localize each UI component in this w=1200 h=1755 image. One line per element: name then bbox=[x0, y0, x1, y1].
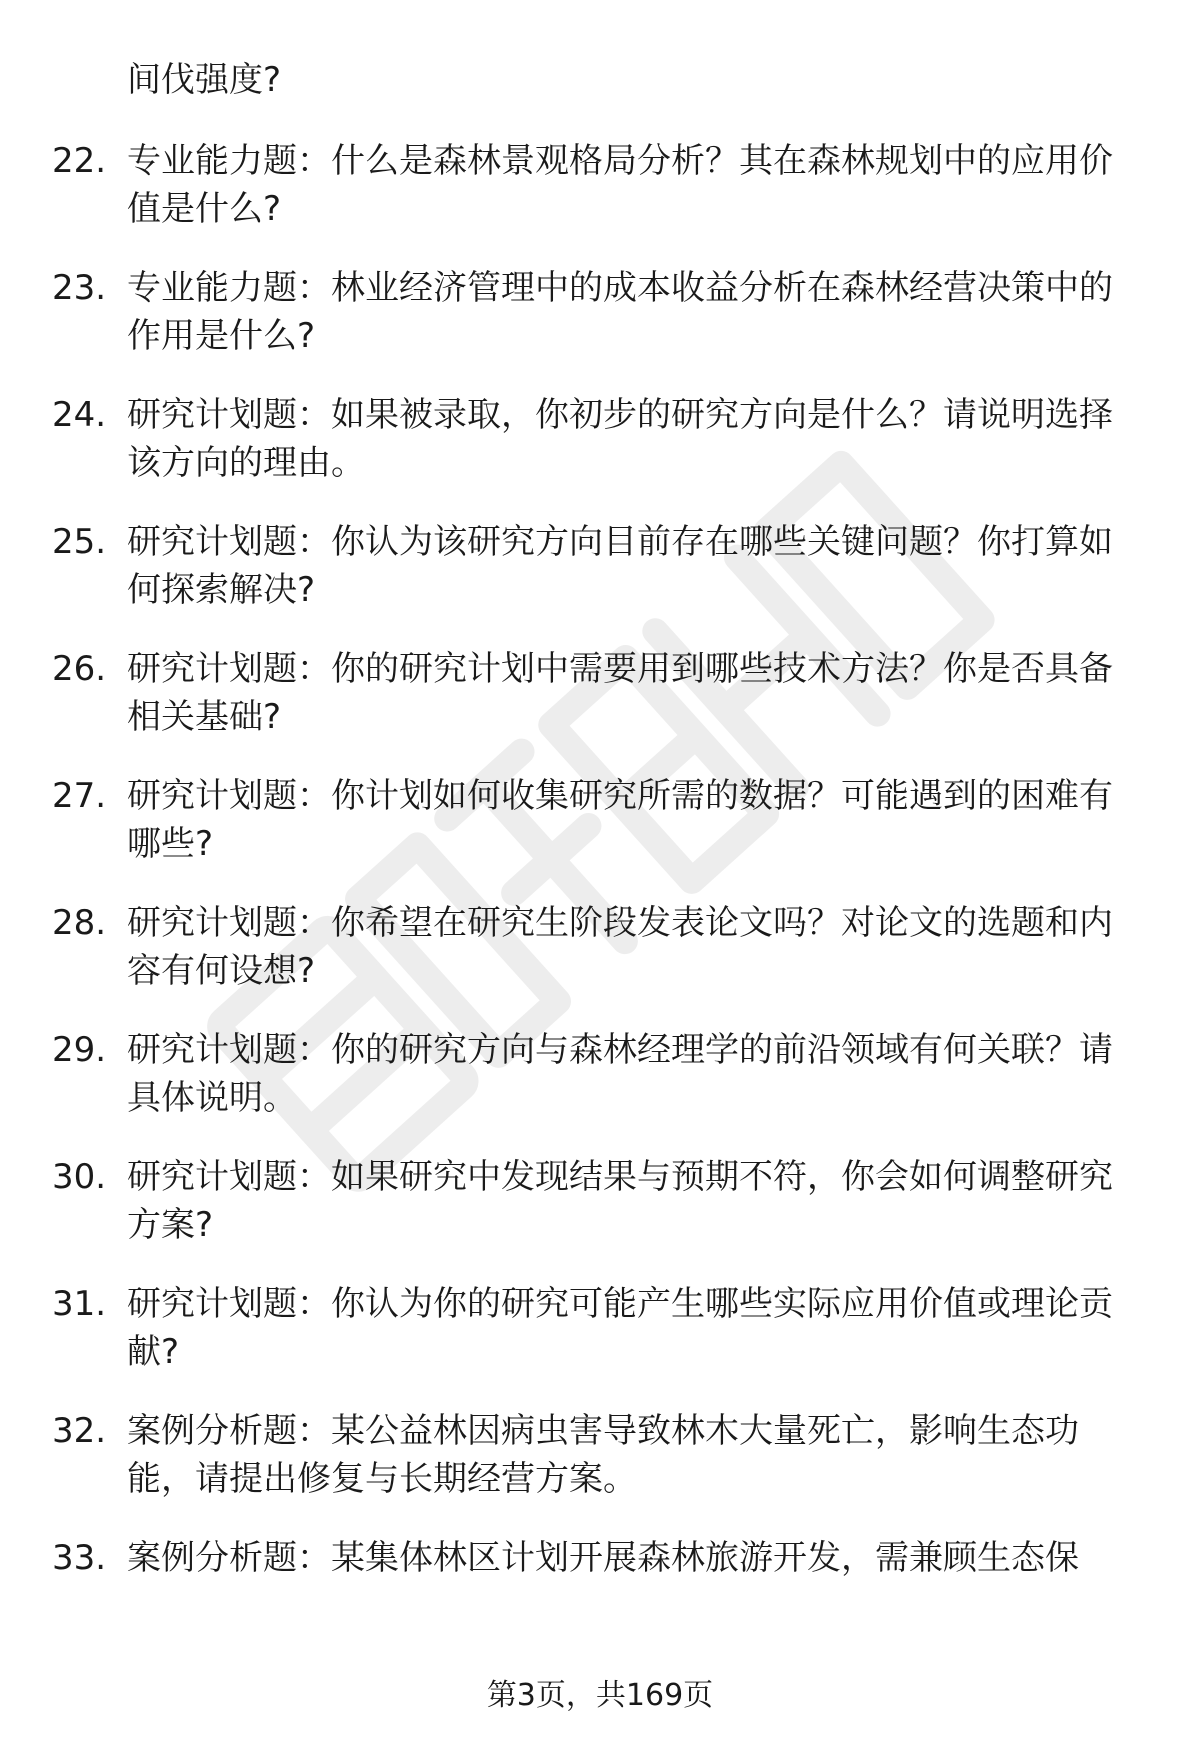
question-number: 31. bbox=[52, 1284, 107, 1324]
question-item bbox=[0, 899, 1200, 995]
question-list bbox=[0, 137, 1200, 1661]
question-item bbox=[0, 391, 1200, 487]
question-item bbox=[0, 1280, 1200, 1376]
question-text: 研究计划题：你计划如何收集研究所需的数据？可能遇到的困难有哪些? bbox=[127, 776, 1113, 864]
question-number: 28. bbox=[52, 903, 107, 943]
question-number: 26. bbox=[52, 649, 107, 689]
question-number: 30. bbox=[52, 1157, 107, 1197]
continuation-text: 间伐强度? bbox=[127, 60, 282, 100]
question-text: 专业能力题：林业经济管理中的成本收益分析在森林经营决策中的作用是什么? bbox=[127, 268, 1113, 356]
question-text: 研究计划题：你认为你的研究可能产生哪些实际应用价值或理论贡献? bbox=[127, 1284, 1113, 1372]
question-item bbox=[0, 1407, 1200, 1503]
question-text: 研究计划题：你认为该研究方向目前存在哪些关键问题？你打算如何探索解决? bbox=[127, 522, 1113, 610]
question-item bbox=[0, 137, 1200, 233]
question-item bbox=[0, 1534, 1200, 1630]
question-text: 研究计划题：你的研究计划中需要用到哪些技术方法？你是否具备相关基础? bbox=[127, 649, 1113, 737]
question-item bbox=[0, 1153, 1200, 1249]
question-number: 24. bbox=[52, 395, 107, 435]
question-number: 23. bbox=[52, 268, 107, 308]
question-number: 22. bbox=[52, 141, 107, 181]
question-text: 专业能力题：什么是森林景观格局分析？其在森林规划中的应用价值是什么? bbox=[127, 141, 1113, 229]
question-text: 研究计划题：如果被录取，你初步的研究方向是什么？请说明选择该方向的理由。 bbox=[127, 395, 1113, 483]
question-text: 研究计划题：你的研究方向与森林经理学的前沿领域有何关联？请具体说明。 bbox=[127, 1030, 1113, 1118]
question-item bbox=[0, 264, 1200, 360]
question-number: 33. bbox=[52, 1538, 107, 1578]
question-text: 研究计划题：你希望在研究生阶段发表论文吗？对论文的选题和内容有何设想? bbox=[127, 903, 1113, 991]
question-text: 案例分析题：某集体林区计划开展森林旅游开发，需兼顾生态保 bbox=[127, 1538, 1079, 1578]
question-item bbox=[0, 645, 1200, 741]
question-text: 研究计划题：如果研究中发现结果与预期不符，你会如何调整研究方案? bbox=[127, 1157, 1113, 1245]
question-number: 27. bbox=[52, 776, 107, 816]
question-number: 32. bbox=[52, 1411, 107, 1451]
question-item bbox=[0, 772, 1200, 868]
question-item bbox=[0, 1026, 1200, 1122]
question-number: 25. bbox=[52, 522, 107, 562]
page-footer: 第3页，共169页 bbox=[486, 1678, 714, 1713]
question-text: 案例分析题：某公益林因病虫害导致林木大量死亡，影响生态功能，请提出修复与长期经营方案。 bbox=[127, 1411, 1079, 1499]
question-item bbox=[0, 518, 1200, 614]
question-number: 29. bbox=[52, 1030, 107, 1070]
